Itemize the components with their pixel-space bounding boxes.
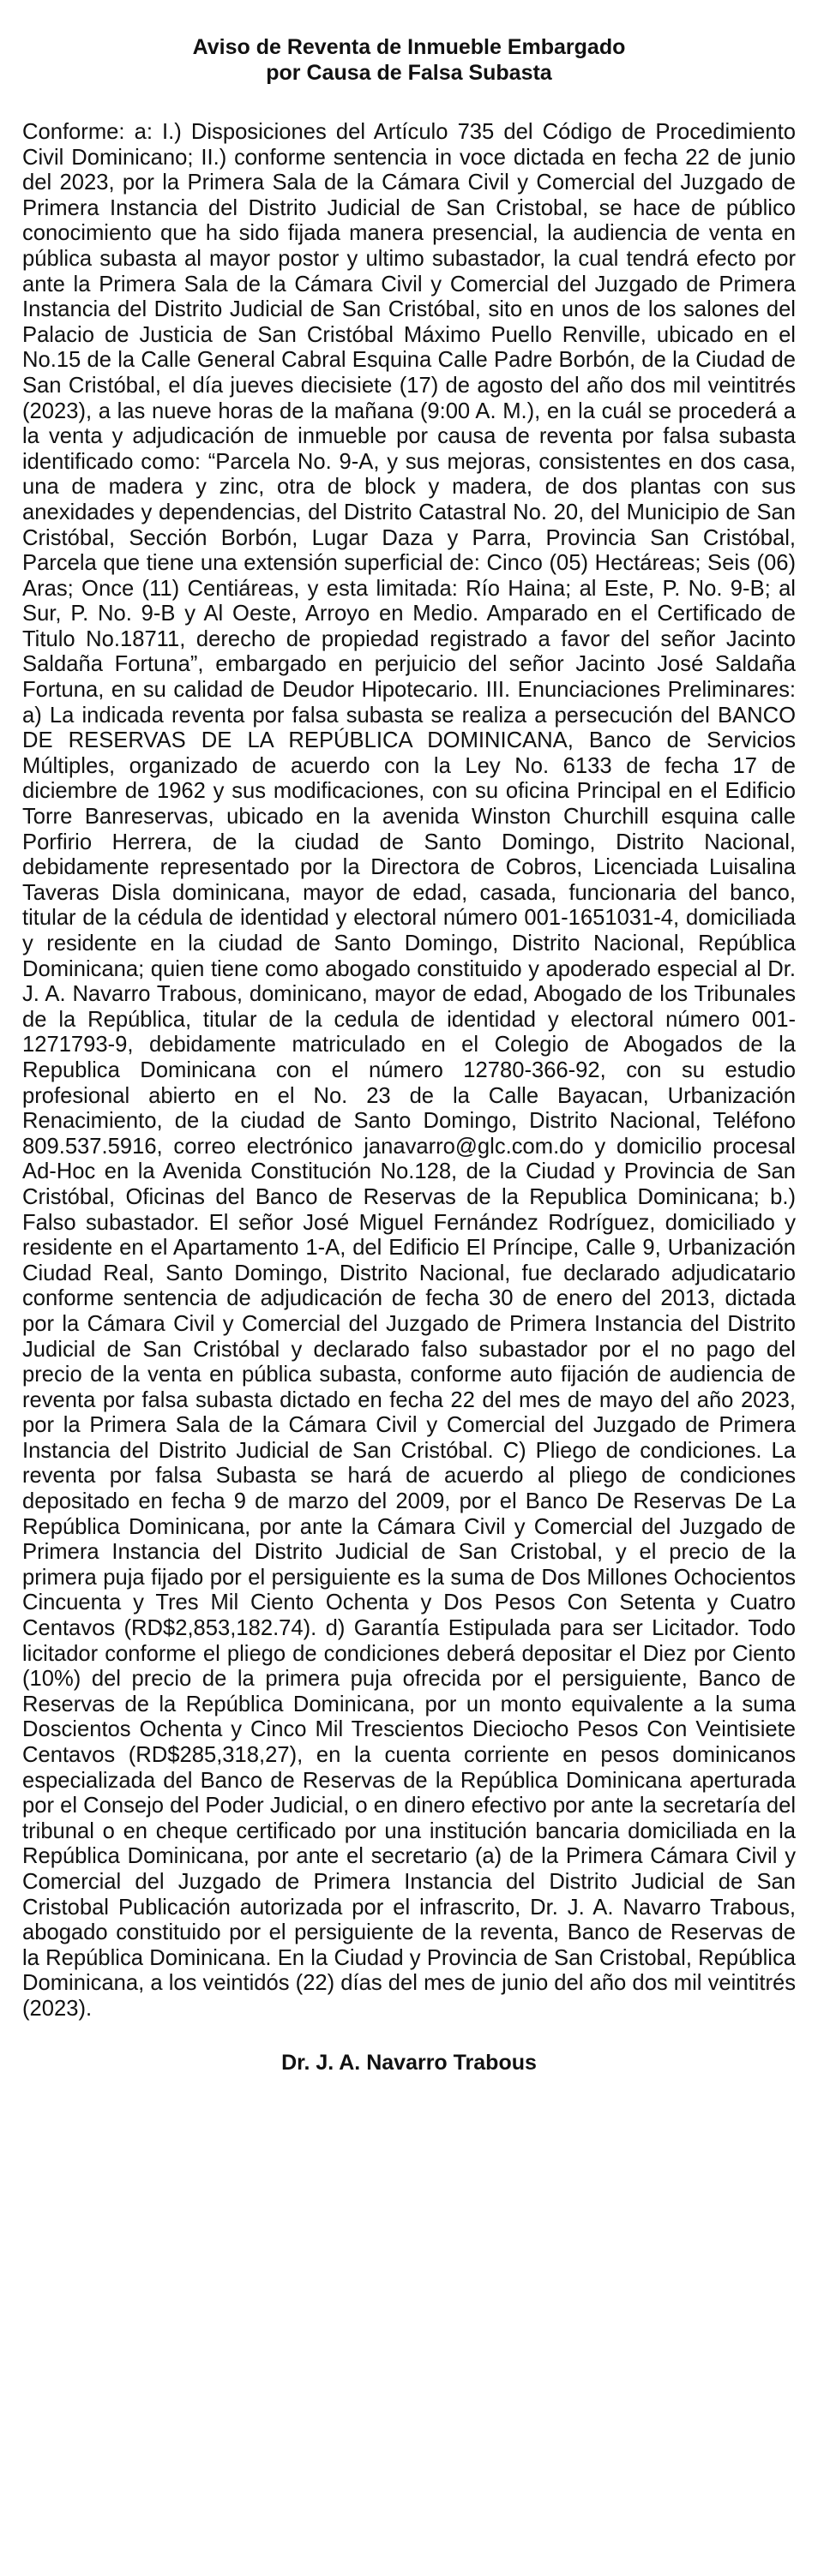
notice-title-line-2: por Causa de Falsa Subasta [266,61,552,85]
notice-signature: Dr. J. A. Navarro Trabous [281,2050,537,2075]
notice-title-line-1: Aviso de Reventa de Inmueble Embargado [192,35,626,59]
notice-title [22,34,796,86]
notice-body: Conforme: a: I.) Disposiciones del Artículo 735 del Código de Procedimiento Civil Dominicano; II.) conforme sentencia in voce dictada en fecha 22 de junio del 2023, por la Primera Sala de la Cámara Civil y Comercial del Juzgado de Primera Instancia del Distrito Judicial de San Cristobal, se hace de público conocimiento que ha sido fijada manera presencial, la audiencia de venta en pública subasta al mayor postor y ultimo subastador, la cual tendrá efecto por ante la Primera Sala de la Cámara Civil y Comercial del Juzgado de Primera Instancia del Distrito Judicial de San Cristóbal, sito en unos de los salones del Palacio de Justicia de San Cristóbal Máximo Puello Renville, ubicado en el No.15 de la Calle General Cabral Esquina Calle Padre Borbón, de la Ciudad de San Cristóbal, el día jueves diecisiete (17) de agosto del año dos mil veintitrés (2023), a las nueve horas de la mañana (9:00 A. M.), en la cuál se procederá a la venta y adjudicación de inmueble por causa de reventa por falsa subasta identificado como: “Parcela No. 9-A, y sus mejoras, consistentes en dos casa, una de madera y zinc, otra de block y madera, de dos plantas con sus anexidades y dependencias, del Distrito Catastral No. 20, del Municipio de San Cristóbal, Sección Borbón, Lugar Daza y Parra, Provincia San Cristóbal, Parcela que tiene una extensión superficial de: Cinco (05) Hectáreas; Seis (06) Aras; Once (11) Centiáreas, y esta limitada: Río Haina; al Este, P. No. 9-B; al Sur, P. No. 9-B y Al Oeste, Arroyo en Medio. Amparado en el Certificado de Titulo No.18711, derecho de propiedad registrado a favor del señor Jacinto Saldaña Fortuna”, embargado en perjuicio del señor Jacinto José Saldaña Fortuna, en su calidad de Deudor Hipotecario. III. Enunciaciones Preliminares: a) La indicada reventa por falsa subasta se realiza a persecución del BANCO DE RESERVAS DE LA REPÚBLICA DOMINICANA, Banco de Servicios Múltiples, organizado de acuerdo con la Ley No. 6133 de fecha 17 de diciembre de 1962 y sus modificaciones, con su oficina Principal en el Edificio Torre Banreservas, ubicado en la avenida Winston Churchill esquina calle Porfirio Herrera, de la ciudad de Santo Domingo, Distrito Nacional, debidamente representado por la Directora de Cobros, Licenciada Luisalina Taveras Disla dominicana, mayor de edad, casada, funcionaria del banco, titular de la cédula de identidad y electoral número 001-1651031-4, domiciliada y residente en la ciudad de Santo Domingo, Distrito Nacional, República Dominicana; quien tiene como abogado constituido y apoderado especial al Dr. J. A. Navarro Trabous, dominicano, mayor de edad, Abogado de los Tribunales de la República, titular de la cedula de identidad y electoral número 001-1271793-9, debidamente matriculado en el Colegio de Abogados de la Republica Dominicana con el número 12780-366-92, con su estudio profesional abierto en el No. 23 de la Calle Bayacan, Urbanización Renacimiento, de la ciudad de Santo Domingo, Distrito Nacional, Teléfono 809.537.5916, correo electrónico janavarro@glc.com.do y domicilio procesal Ad-Hoc en la Avenida Constitución No.128, de la Ciudad y Provincia de San Cristóbal, Oficinas del Banco de Reservas de la Republica Dominicana; b.) Falso subastador. El señor José Miguel Fernández Rodríguez, domiciliado y residente en el Apartamento 1-A, del Edificio El Príncipe, Calle 9, Urbanización Ciudad Real, Santo Domingo, Distrito Nacional, fue declarado adjudicatario conforme sentencia de adjudicación de fecha 30 de enero del 2013, dictada por la Cámara Civil y Comercial del Juzgado de Primera Instancia del Distrito Judicial de San Cristóbal y declarado falso subastador por el no pago del precio de la venta en pública subasta, conforme auto fijación de audiencia de reventa por falsa subasta dictado en fecha 22 del mes de mayo del año 2023, por la Primera Sala de la Cámara Civil y Comercial del Juzgado de Primera Instancia del Distrito Judicial de San Cristóbal. C) Pliego de condiciones. La reventa por falsa Subasta se hará de acuerdo al pliego de condiciones depositado en fecha 9 de marzo del 2009, por el Banco De Reservas De La República Dominicana, por ante la Cámara Civil y Comercial del Juzgado de Primera Instancia del Distrito Judicial de San Cristobal, y el precio de la primera puja fijado por el persiguiente es la suma de Dos Millones Ochocientos Cincuenta y Tres Mil Ciento Ochenta y Dos Pesos Con Setenta y Cuatro Centavos (RD$2,853,182.74). d) Garantía Estipulada para ser Licitador. Todo licitador conforme el pliego de condiciones deberá depositar el Diez por Ciento (10%) del precio de la primera puja ofrecida por el persiguiente, Banco de Reservas de la República Dominicana, por un monto equivalente a la suma Doscientos Ochenta y Cinco Mil Trescientos Dieciocho Pesos Con Veintisiete Centavos (RD$285,318,27), en la cuenta corriente en pesos dominicanos especializada del Banco de Reservas de la República Dominicana aperturada por el Consejo del Poder Judicial, o en dinero efectivo por ante la secretaría del tribunal o en cheque certificado por una institución bancaria domiciliada en la República Dominicana, por ante el secretario (a) de la Primera Cámara Civil y Comercial del Juzgado de Primera Instancia del Distrito Judicial de San Cristobal Publicación autorizada por el infrascrito, Dr. J. A. Navarro Trabous, abogado constituido por el persiguiente de la reventa, Banco de Reservas de la República Dominicana. En la Ciudad y Provincia de San Cristobal, República Dominicana, a los veintidós (22) días del mes de junio del año dos mil veintitrés (2023). [22,120,797,2021]
